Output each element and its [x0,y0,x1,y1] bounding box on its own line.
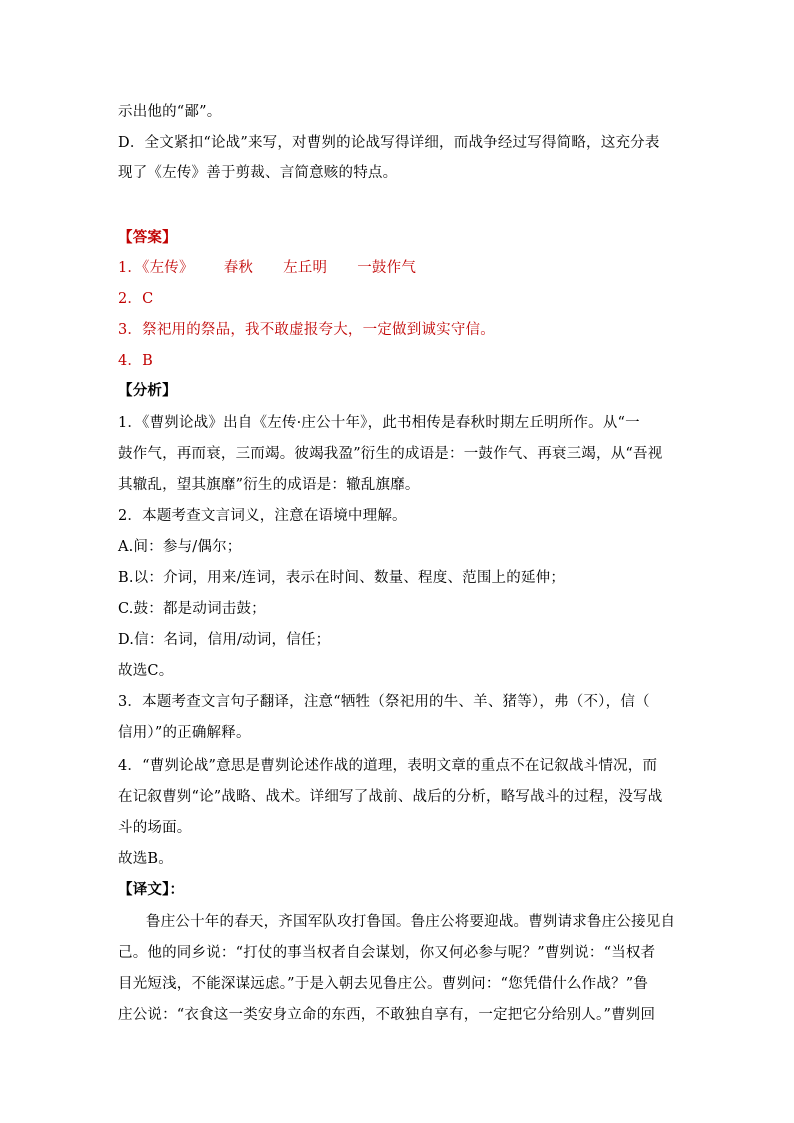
translation-heading: 【译文】： [118,881,185,898]
answer-item-2: 2．C [118,291,154,307]
analysis-p2-choice: 故选C。 [118,663,174,679]
answer-item-1-number: 1． [118,260,143,276]
answer-item-3: 3．祭祀用的祭品，我不敢虚报夸大，一定做到诚实守信。 [118,322,495,338]
translation-line-2: 己。他的同乡说：“打仗的事当权者自会谋划，你又何必参与呢？”曹刿说：“当权者 [118,945,656,961]
analysis-p4-choice: 故选B。 [118,851,173,867]
analysis-p2-option-c: C.鼓：都是动词击鼓； [118,601,266,617]
answer-item-1 [118,258,416,278]
answer-item-1-part-2: 春秋 [223,260,254,276]
answer-item-4: 4．B [118,353,153,369]
analysis-p2-option-b: B.以：介词，用来/连词，表示在时间、数量、程度、范围上的延伸； [118,570,566,586]
analysis-p3-line-1: 3．本题考查文言句子翻译，注意“牺牲（祭祀用的牛、羊、猪等），弗（不），信（ [118,694,650,710]
analysis-p2: 2．本题考查文言词义，注意在语境中理解。 [118,508,407,524]
option-d-line-1: D．全文紧扣“论战”来写，对曹刿的论战写得详细，而战争经过写得简略，这充分表 [118,135,660,151]
answer-item-1-part-4: 一鼓作气 [357,260,417,276]
option-d-line-2: 现了《左传》善于剪裁、言简意赅的特点。 [118,165,398,181]
translation-line-1: 鲁庄公十年的春天，齐国军队攻打鲁国。鲁庄公将要迎战。曹刿请求鲁庄公接见自 [146,914,676,930]
analysis-p2-option-d: D.信：名词，信用/动词，信任； [118,632,331,648]
analysis-p4-line-2: 在记叙曹刿“论”战略、战术。详细写了战前、战后的分析，略写战斗的过程，没写战 [118,789,663,805]
translation-line-4: 庄公说：“衣食这一类安身立命的东西，不敢独自享有，一定把它分给别人。”曹刿回 [118,1007,656,1023]
analysis-p4-line-1: 4．“曹刿论战”意思是曹刿论述作战的道理，表明文章的重点不在记叙战斗情况，而 [118,758,658,774]
analysis-p1-line-3: 其辙乱，望其旗靡”衍生的成语是：辙乱旗靡。 [118,477,420,493]
translation-line-3: 目光短浅，不能深谋远虑。”于是入朝去见鲁庄公。曹刿问：“您凭借什么作战？”鲁 [118,976,649,992]
analysis-p1-line-2: 鼓作气，再而衰，三而竭。彼竭我盈”衍生的成语是：一鼓作气、再衰三竭，从“吾视 [118,446,663,462]
answer-heading: 【答案】 [118,229,177,246]
analysis-heading: 【分析】 [118,382,177,399]
analysis-p2-option-a: A.间：参与/偶尔； [118,539,242,555]
analysis-p4-line-3: 斗的场面。 [118,820,192,836]
question-tail-line: 示出他的“鄙”。 [118,104,222,120]
answer-item-1-part-3: 左丘明 [283,260,328,276]
analysis-p1-line-1: 1．《曹刿论战》出自《左传·庄公十年》，此书相传是春秋时期左丘明所作。从“一 [118,415,640,431]
analysis-p3-line-2: 信用）”的正确解释。 [118,725,251,741]
answer-item-1-part-1: 《左传》 [142,260,194,276]
